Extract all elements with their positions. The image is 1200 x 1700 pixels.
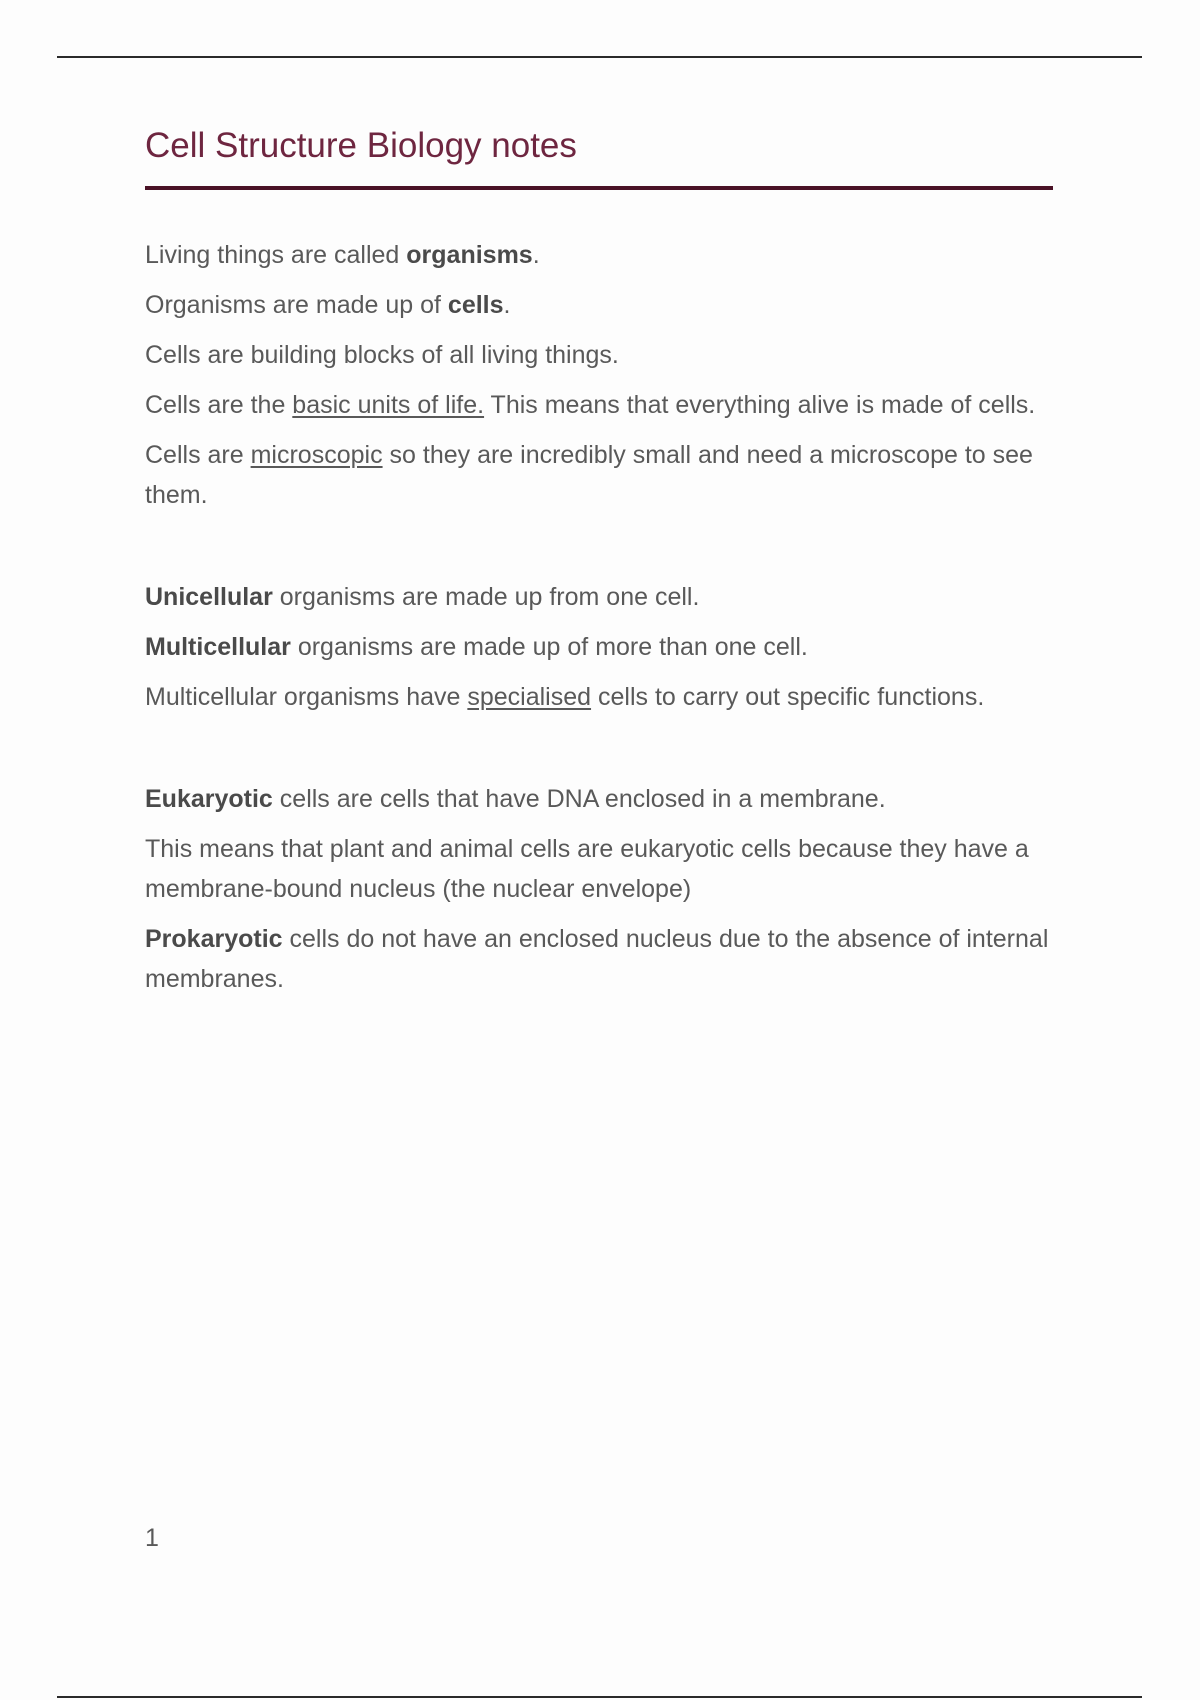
notes-section-cells [145, 235, 1055, 515]
term-unicellular: Unicellular [145, 583, 273, 611]
paragraph-microscopic: Cells are microscopic so they are incredibly small and need a microscope to see them. [145, 441, 1033, 509]
paragraph-prokaryotic: Prokaryotic cells do not have an enclosed nucleus due to the absence of internal membranes. [145, 925, 1049, 993]
term-cells: cells [447, 291, 504, 319]
paragraph-building-blocks: Cells are building blocks of all living things. [145, 341, 619, 369]
section-spacer [145, 727, 1055, 779]
term-basic-units: basic units of life. [292, 391, 485, 419]
term-eukaryotic: Eukaryotic [145, 785, 273, 813]
page-number: 1 [145, 1524, 159, 1552]
term-specialised: specialised [467, 683, 592, 711]
term-multicellular: Multicellular [145, 633, 291, 661]
paragraph-multicellular: Multicellular organisms are made up of more than one cell. [145, 633, 808, 661]
page-top-rule [57, 56, 1142, 58]
term-organisms: organisms [406, 241, 533, 269]
paragraph-cells: Organisms are made up of cells. [145, 291, 511, 319]
section-spacer [145, 525, 1055, 577]
page-bottom-rule [57, 1696, 1142, 1698]
paragraph-eukaryotic: Eukaryotic cells are cells that have DNA enclosed in a membrane. [145, 785, 886, 813]
document-body [145, 118, 1055, 1009]
paragraph-unicellular: Unicellular organisms are made up from one cell. [145, 583, 700, 611]
term-prokaryotic: Prokaryotic [145, 925, 283, 953]
paragraph-plant-animal: This means that plant and animal cells are eukaryotic cells because they have a membrane-bound nucleus (the nuclear envelope) [145, 835, 1029, 903]
title-underline [145, 186, 1053, 190]
page-title: Cell Structure Biology notes [145, 126, 577, 165]
term-microscopic: microscopic [250, 441, 383, 469]
notes-section-cellularity [145, 577, 1055, 717]
paragraph-basic-units: Cells are the basic units of life. This means that everything alive is made of cells. [145, 391, 1036, 419]
paragraph-specialised: Multicellular organisms have specialised cells to carry out specific functions. [145, 683, 985, 711]
paragraph-organisms: Living things are called organisms. [145, 241, 540, 269]
notes-section-cell-types [145, 779, 1055, 999]
